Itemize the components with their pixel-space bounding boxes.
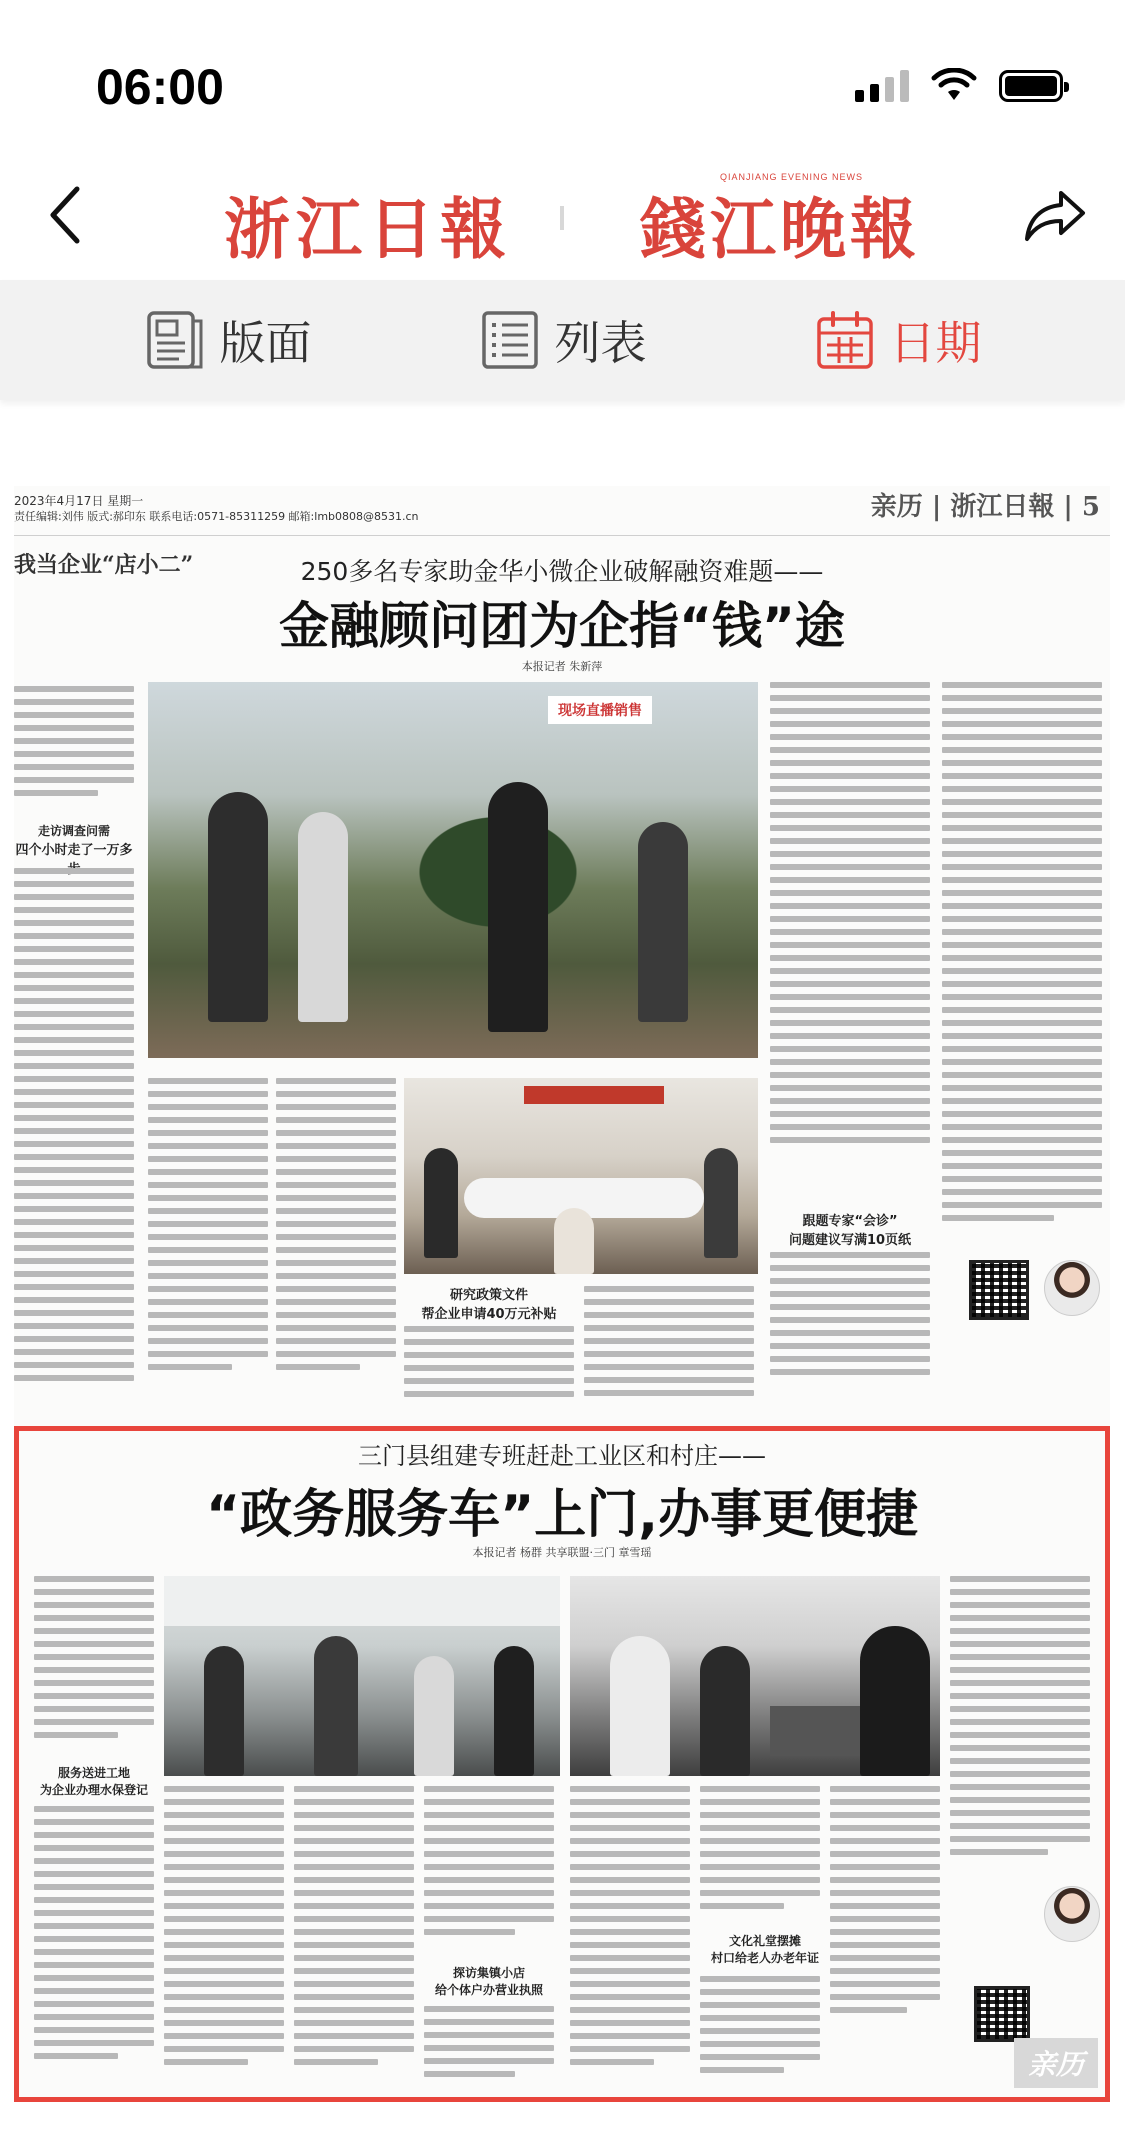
store-sign: 现场直播销售 [548,696,652,724]
share-button[interactable] [1015,180,1095,250]
qianjiang-evening-news-logo[interactable]: 錢江晚報 [640,190,920,268]
article1-text-col5 [584,1286,754,1416]
person-shape [424,1148,458,1258]
battery-icon [999,70,1063,102]
person-shape [704,1148,738,1258]
calendar-icon [814,308,876,372]
tab-bar [0,280,1125,400]
bus-interior-ceiling [164,1576,560,1626]
article1-text-col6 [770,682,930,1162]
article1-subhead-1: 走访调查问需 四个小时走了一万多 [15,824,133,858]
article1-subhead-2: 研究政策文件 帮企业申请40万元补贴 [421,1288,557,1322]
tab-layout-label: 版面 [219,316,312,370]
article1-text-col1b [14,868,134,1408]
article2-subhead-2: 探访集镇小店 给个体户办营业执照 [434,1966,543,1997]
article2-text-col5 [570,1786,690,2086]
newspaper-page[interactable] [14,486,1110,2102]
article2-photo-left[interactable] [164,1576,560,1776]
article1-meeting-photo[interactable] [404,1078,758,1274]
article1-qr-code[interactable] [969,1260,1029,1320]
reporter-portrait [1044,1886,1100,1942]
article2-text-col8 [830,1786,940,2046]
person-shape [488,782,548,1032]
article1-text-col1 [14,686,134,816]
laptop-shape [770,1706,860,1756]
person-shape [638,822,688,1022]
article1-kicker: 250多名专家助金华小微企业破解融资难题—— [300,557,824,586]
person-shape [298,812,348,1022]
chevron-left-icon [45,185,85,245]
status-icons [855,68,1063,102]
article2-qr-code[interactable] [974,1986,1030,2042]
wifi-icon [931,68,977,102]
article2-text-col1b [34,1806,154,2086]
person-shape [494,1646,534,1776]
person-shape [860,1626,930,1776]
article2-text-col4b [424,2006,554,2086]
paper-header [14,486,1110,536]
article2-text-col4 [424,1786,554,1956]
article2-text-col6b [700,1976,820,2086]
status-time: 06:00 [96,59,224,115]
article2-text-col2 [164,1786,284,2086]
logo-divider [560,206,564,230]
person-shape [610,1636,670,1776]
article2-byline: 本报记者 杨群 共享联盟·三门 章雪瑶 [472,1546,652,1559]
zhejiang-daily-logo[interactable]: 浙江日報 [224,190,512,268]
article2-text-col1 [34,1576,154,1756]
article1-byline: 本报记者 朱新萍 [521,660,603,673]
column-label: 我当企业“店小二” [14,552,194,578]
article1-headline[interactable]: 金融顾问团为企指“钱”途 [279,597,845,655]
article2-text-col6 [700,1786,820,1926]
tab-date[interactable] [814,307,982,373]
article2-photo-right[interactable] [570,1576,940,1776]
qianjiang-logo-english: QIANJIANG EVENING NEWS [720,172,864,182]
back-button[interactable] [30,180,100,250]
tab-list[interactable] [479,307,647,373]
paper-date: 2023年4月17日 星期一 [14,494,144,508]
article2-subhead-3: 文化礼堂摆摊 村口给老人办老年证 [710,1934,819,1965]
tab-date-label: 日期 [889,316,982,370]
article2-text-col3 [294,1786,414,2086]
share-icon [1023,187,1087,243]
article1-text-col2 [148,1078,268,1388]
column-stamp: 亲历 [1014,2038,1098,2088]
app-header [0,150,1125,280]
status-bar [0,0,1125,150]
person-shape [208,792,268,1022]
tab-list-label: 列表 [554,316,647,370]
article2-text-col7 [950,1576,1090,1876]
paper-section-label: 亲历 | 浙江日報 | 5 [870,492,1100,522]
person-shape [554,1208,594,1274]
article1-subhead-3: 跟题专家“会诊” 问题建议写满10页纸 [788,1214,912,1248]
layout-icon [144,308,206,372]
article1-text-col8 [942,682,1102,1232]
article1-text-col4 [404,1326,574,1416]
article1-text-col7 [770,1252,930,1402]
article1-text-col3 [276,1078,396,1388]
person-shape [700,1646,750,1776]
tab-layout[interactable] [144,307,312,373]
article1-main-photo[interactable] [148,682,758,1058]
list-icon [479,308,541,372]
article2-headline[interactable]: “政务服务车”上门,办事更便捷 [205,1485,919,1545]
article2-subhead-1: 服务送进工地 为企业办理水保登记 [39,1766,148,1797]
cellular-signal-icon [855,68,909,102]
paper-editor-line: 责任编辑:刘伟 版式:郝印东 联系电话:0571-85311259 邮箱:lmb0808@8531.cn [14,510,419,523]
reporter-portrait [1044,1260,1100,1316]
person-shape [414,1656,454,1776]
person-shape [204,1646,244,1776]
article2-kicker: 三门县组建专班赶赴工业区和村庄—— [358,1442,766,1470]
person-shape [314,1636,358,1776]
red-banner [524,1086,664,1104]
